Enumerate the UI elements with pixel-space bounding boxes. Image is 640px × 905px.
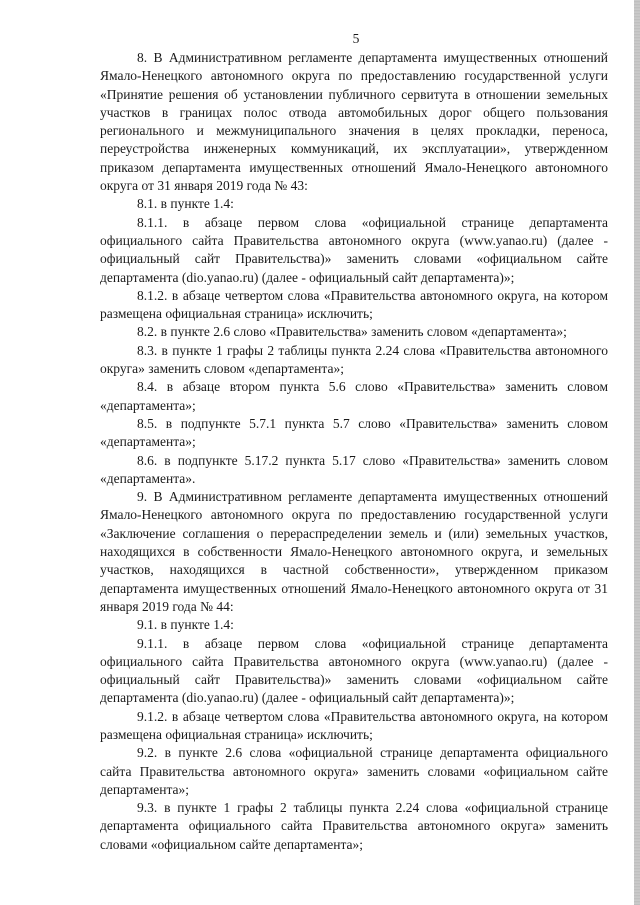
paragraph-8-1-2: 8.1.2. в абзаце четвертом слова «Правительства автономного округа, на котором размещена официальная страница» исключить;: [100, 287, 608, 322]
document-body: [100, 49, 608, 854]
paragraph-8-4: 8.4. в абзаце втором пункта 5.6 слово «Правительства» заменить словом «департамента»;: [100, 379, 608, 413]
paragraph-9: 9. В Административном регламенте департамента имущественных отношений Ямало-Ненецкого автономного округа по предоставлению государственной услуги «Заключение соглашения о перераспределении земель и (или) земельных участков, находящихся в собственности Ямало-Ненецкого автономного округа, и земельных участков, находящихся в частной собственности», утвержденном приказом департамента имущественных отношений Ямало-Ненецкого автономного округа от 31 января 2019 года № 44:: [100, 489, 608, 614]
paragraph-9-1: 9.1. в пункте 1.4:: [137, 617, 234, 633]
paragraph-8-1: 8.1. в пункте 1.4:: [137, 196, 234, 212]
paragraph-9-3: 9.3. в пункте 1 графы 2 таблицы пункта 2.24 слова «официальной странице департамента официального сайта Правительства автономного округа» заменить словами «официальном сайте департамента»;: [100, 800, 608, 852]
paragraph-9-1-2: 9.1.2. в абзаце четвертом слова «Правительства автономного округа, на котором размещена официальная страница» исключить;: [100, 708, 608, 742]
paragraph-8-6: 8.6. в подпункте 5.17.2 пункта 5.17 слово «Правительства» заменить словом «департамента».: [100, 452, 608, 486]
paragraph-9-1-1: 9.1.1. в абзаце первом слова «официальной странице департамента официального сайта Правительства автономного округа (www.yanao.ru) (далее - официальный сайт Правительства)» заменить словами «официальном сайте департамента (dio.yanao.ru) (далее - официальный сайт департамента)»;: [100, 635, 608, 706]
paragraph-8-5: 8.5. в подпункте 5.7.1 пункта 5.7 слово «Правительства» заменить словом «департамента»;: [100, 415, 608, 450]
page-number: 5: [352, 31, 360, 46]
scan-edge-noise: [634, 0, 640, 905]
paragraph-9-2: 9.2. в пункте 2.6 слова «официальной странице департамента официального сайта Правительства автономного округа» заменить словами «официальном сайте департамента»;: [100, 745, 608, 797]
paragraph-8-1-1: 8.1.1. в абзаце первом слова «официальной странице департамента официального сайта Правительства автономного округа (www.yanao.ru) (далее - официальный сайт Правительства)» заменить словами «официальном сайте департамента (dio.yanao.ru) (далее - официальный сайт департамента)»;: [100, 214, 608, 285]
paragraph-8-3: 8.3. в пункте 1 графы 2 таблицы пункта 2.24 слова «Правительства автономного округа» заменить словом «департамента»;: [100, 342, 608, 377]
paragraph-8-2: 8.2. в пункте 2.6 слово «Правительства» заменить словом «департамента»;: [137, 324, 567, 340]
paragraph-8: 8. В Административном регламенте департамента имущественных отношений Ямало-Ненецкого автономного округа по предоставлению государственной услуги «Принятие решения об установлении публичного сервитута в отношении земельных участков в границах полос отвода автомобильных дорог общего пользования регионального и межмуниципального значения в целях прокладки, переноса, переустройства инженерных коммуникаций, их эксплуатации», утвержденном приказом департамента имущественных отношений Ямало-Ненецкого автономного округа от 31 января 2019 года № 43:: [100, 50, 608, 194]
